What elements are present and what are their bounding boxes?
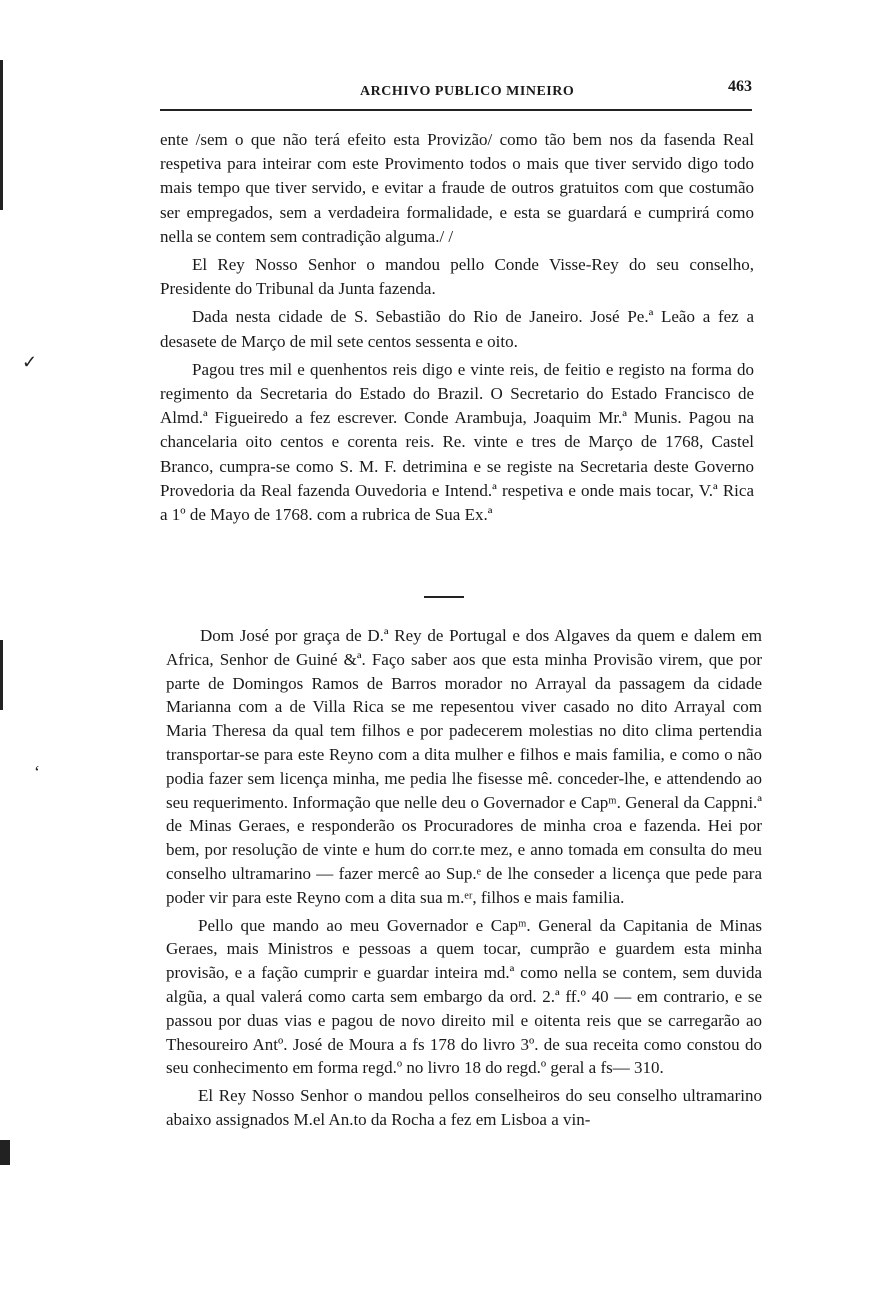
page-edge-mark xyxy=(0,60,3,210)
margin-mark: ʻ xyxy=(34,762,40,782)
paragraph: Pagou tres mil e quenhentos reis digo e vinte reis, de feitio e registo na forma do regimento da Secretaria do Estado do Brazil. O Secretario do Estado Francisco de Almd.ª Figueiredo a fez escrever. Conde Arambuja, Joaquim Mr.ª Munis. Pagou na chancelaria oito centos e corenta reis. Re. vinte e tres de Março de 1768, Castel Branco, cumpra-se como S. M. F. detrimina e se registe na Secretaria deste Governo Provedoria da Real fazenda Ouvedoria e Intend.ª respetiva e onde mais tocar, V.ª Rica a 1º de Mayo de 1768. com a rubrica de Sua Ex.ª xyxy=(160,359,754,525)
paragraph: Dom José por graça de D.ª Rey de Portugal e dos Algaves da quem e dalem em Africa, Senhor de Guiné &ª. Faço saber aos que esta minha Provisão virem, que por parte de Domingos Ramos de Barros morador no Arrayal da passagem da cidade Marianna com a de Villa Rica se me repesentou viver casado no dito Arrayal com Maria Theresa da qual tem filhos e por padecerem molestias no dito clima pertendia transportar-se para este Reyno com a dita mulher e filhos e mais familia, e como o não podia fazer sem licença minha, me pedia lhe fisesse mê. conceder-lhe, e attendendo ao seu requerimento. Informação que nelle deu o Governador e Capᵐ. General da Cappni.ª de Minas Geraes, e responderão os Procuradores de minha croa e fazenda. Hei por bem, por resolução de vinte e hum do corr.te mez, e anno tomada em consulta do meu conselho ultramarino — fazer mercê ao Sup.ᵉ de lhe conseder a licença que pede para poder vir para este Reyno com a dita sua m.ᵉʳ, filhos e mais familia. xyxy=(166,626,762,907)
running-title: ARCHIVO PUBLICO MINEIRO xyxy=(360,84,575,99)
page-edge-mark xyxy=(0,640,3,710)
page-number: 463 xyxy=(728,78,752,95)
paragraph: ente /sem o que não terá efeito esta Provizão/ como tão bem nos da fasenda Real respetiva para inteirar com este Provimento todos o mais que tiver servido digo todo mais tempo que tiver servido, e evitar a fraude de outros gratuitos com que costumão ser empregados, sem a verdadeira formalidade, e esta se guardará e cumprirá como nella se contem sem contradição alguma./ / xyxy=(160,130,754,246)
paragraph: El Rey Nosso Senhor o mandou pellos conselheiros do seu conselho ultramarino abaixo assignados M.el An.to da Rocha a fez em Lisboa a vin- xyxy=(166,1086,762,1129)
section-divider xyxy=(424,596,464,598)
paragraph: Dada nesta cidade de S. Sebastião do Rio de Janeiro. José Pe.ª Leão a fez a desasete de Março de mil sete centos sessenta e oito. xyxy=(160,307,754,351)
margin-mark: ✓ xyxy=(22,352,38,372)
paragraph: El Rey Nosso Senhor o mandou pello Conde Visse-Rey do seu conselho, Presidente do Tribunal da Junta fazenda. xyxy=(160,255,754,299)
paragraph: Pello que mando ao meu Governador e Capᵐ. General da Capitania de Minas Geraes, mais Ministros e pessoas a quem tocar, cumprão e guardem esta minha provisão, e a fação cumprir e guardar inteira md.ª como nella se contem, sem duvida algũa, a qual valerá como carta sem embargo da ord. 2.ª ff.º 40 — em contrario, e se passou por duas vias e pagou de novo direito mil e oitenta reis que se carregarão ao Thesoureiro Antº. José de Moura a fs 178 do livro 3º. de sua receita como constou do seu conhecimento em forma regd.º no livro 18 do regd.º geral a fs— 310. xyxy=(166,915,762,1078)
header-rule xyxy=(160,109,752,111)
page-edge-mark xyxy=(0,1140,10,1165)
document-section-2 xyxy=(166,624,762,1136)
document-section-1 xyxy=(160,128,754,531)
